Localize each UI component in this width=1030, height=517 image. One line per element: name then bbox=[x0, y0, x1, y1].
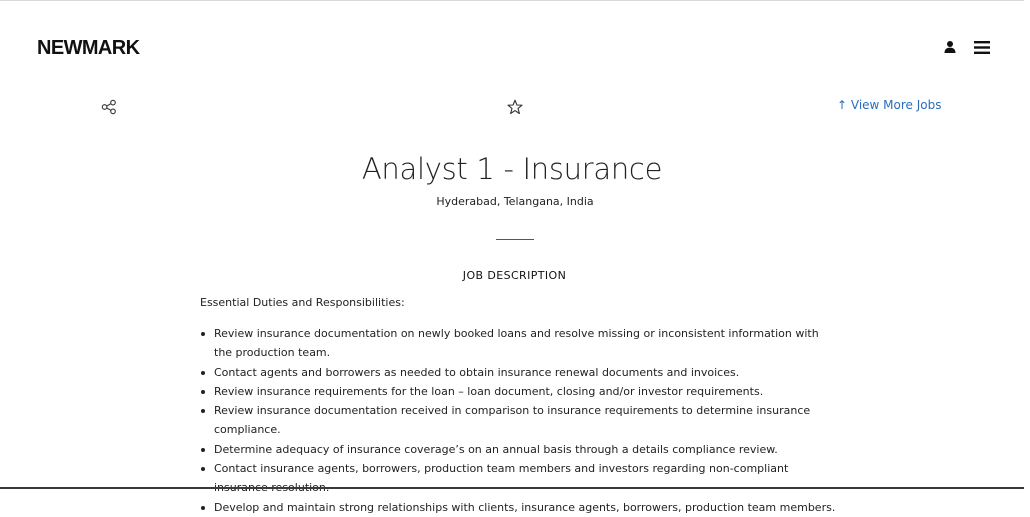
newmark-logo[interactable]: NEWMARK bbox=[37, 37, 140, 59]
star-icon[interactable] bbox=[507, 99, 523, 115]
list-item: Contact insurance agents, borrowers, production team members and investors regarding non-compliant bbox=[200, 459, 840, 498]
bottom-border bbox=[0, 487, 1024, 489]
user-icon[interactable] bbox=[943, 40, 957, 54]
section-heading-job-description: JOB DESCRIPTION bbox=[462, 269, 567, 282]
list-item: Review insurance documentation received in comparison to insurance requirements to determine insurance compliance. bbox=[200, 401, 840, 440]
share-icon[interactable] bbox=[101, 99, 117, 115]
view-more-jobs-link[interactable]: ↑ View More Jobs bbox=[837, 98, 942, 112]
job-location: Hyderabad, Telangana, India bbox=[436, 195, 594, 208]
list-item: Contact agents and borrowers as needed to obtain insurance renewal documents and invoices. bbox=[200, 363, 840, 382]
duties-intro: Essential Duties and Responsibilities: bbox=[200, 296, 405, 309]
page-title: Analyst 1 - Insurance bbox=[361, 152, 663, 186]
title-divider bbox=[496, 239, 534, 240]
list-item: Review insurance documentation on newly booked loans and resolve missing or inconsistent information with the production team. bbox=[200, 324, 840, 363]
list-item: Determine adequacy of insurance coverage’s on an annual basis through a details compliance review. bbox=[200, 440, 840, 459]
list-item: Review insurance requirements for the loan – loan document, closing and/or investor requirements. bbox=[200, 382, 840, 401]
hamburger-menu-icon[interactable] bbox=[974, 41, 990, 54]
list-item: Develop and maintain strong relationships with clients, insurance agents, borrowers, production team members. bbox=[200, 498, 840, 517]
